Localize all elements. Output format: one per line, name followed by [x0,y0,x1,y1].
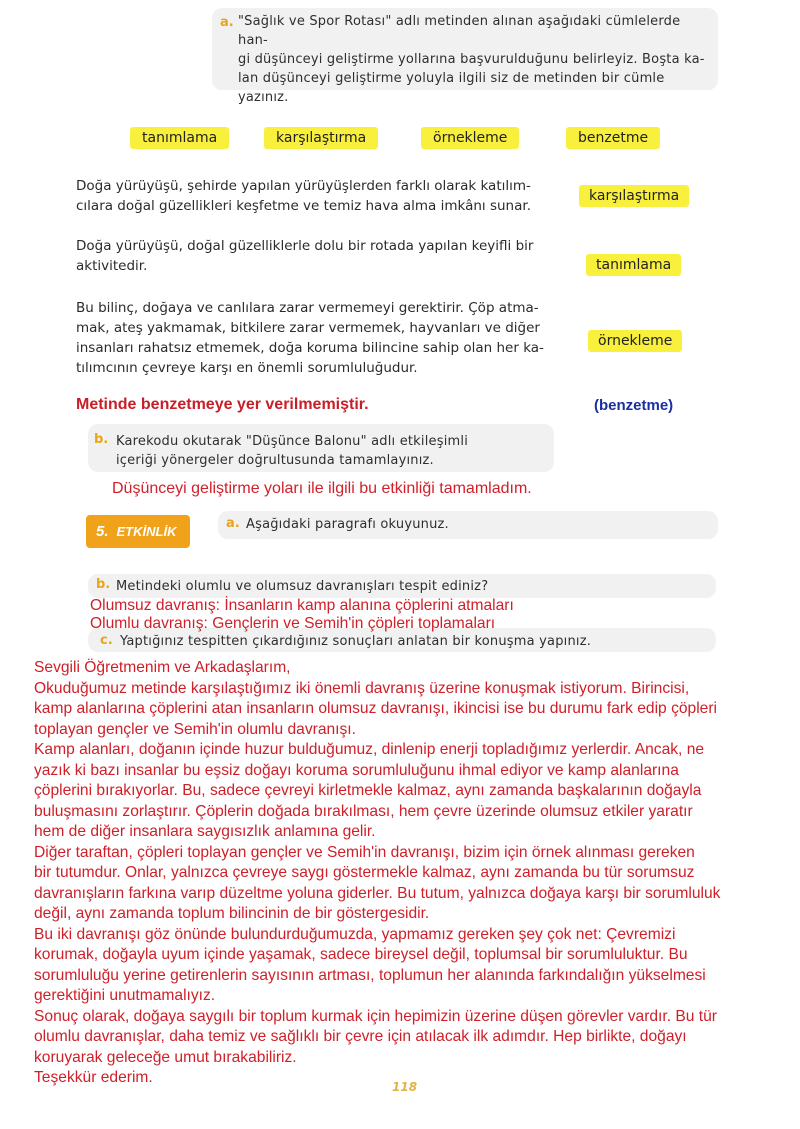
question-a-text [238,12,714,107]
sentence-1-answer: karşılaştırma [579,185,689,207]
etkinlik-qb-letter: b. [96,577,111,592]
answer-positive: Olumlu davranış: Gençlerin ve Semih'in çöpleri toplamaları [90,615,496,632]
speech-line: Teşekkür ederim. [34,1069,153,1086]
speech-line: Sevgili Öğretmenim ve Arkadaşlarım, [34,659,291,676]
option-benzetme: benzetme [566,127,660,149]
etkinlik-qa-text: Aşağıdaki paragrafı okuyunuz. [246,517,449,532]
question-b-letter: b. [94,432,109,447]
sentence-line: Bu bilinç, doğaya ve canlılara zarar vermemeyi gerektirir. Çöp atma- [76,300,539,316]
speech-line: Kamp alanları, doğanın içinde huzur bulduğumuz, dinlenip enerji topladığımız yerlerdir. Ancak, ne [34,741,705,758]
benzetme-label: (benzetme) [594,397,674,414]
sentence-line: tılımcının çevreye karşı en önemli sorumluluğudur. [76,360,418,376]
speech-line: Okuduğumuz metinde karşılaştığımız iki önemli davranış üzerine konuşmak istiyorum. Birincisi, [34,679,690,697]
option-ornekleme: örnekleme [421,127,519,149]
speech-line: korumak, doğayla uyum içinde yaşamak, sadece bireysel değil, toplumsal bir sorumluluktur. Bu [34,946,688,963]
question-a-line: lan düşünceyi geliştirme yoluyla ilgili siz de metinden bir cümle yazınız. [238,71,665,105]
etkinlik-qa-letter: a. [226,516,240,531]
question-b-line: Karekodu okutarak "Düşünce Balonu" adlı etkileşimli [116,434,469,449]
etkinlik-qb-text: Metindeki olumlu ve olumsuz davranışları tespit ediniz? [116,579,489,594]
etkinlik-qc-text: Yaptığınız tespitten çıkardığınız sonuçları anlatan bir konuşma yapınız. [120,634,592,649]
sentence-3 [76,298,566,378]
etkinlik-number: 5. [96,523,109,540]
speech-line: değil, aynı zamanda toplum bilincinin de bir göstergesidir. [34,905,430,922]
speech-line: çöplerini bırakıyorlar. Bu, sadece çevreyi kirletmekle kalmaz, aynı zamanda başkalarının doğayla [34,782,702,799]
sentence-3-answer: örnekleme [588,330,682,352]
speech-line: Diğer taraftan, çöpleri toplayan gençler ve Semih'in davranışı, bizim için örnek alınması gereken [34,843,695,861]
answer-negative: Olumsuz davranış: İnsanların kamp alanına çöplerini atmaları [90,597,514,614]
option-tanimlama: tanımlama [130,127,229,149]
speech-line: Sonuç olarak, doğaya saygılı bir toplum kurmak için hepimizin üzerine düşen görevler vardır. Bu tür [34,1007,717,1025]
speech-line: davranışların farkına varıp düzeltme yoluna giderler. Bu tutum, yalnızca doğaya karşı bir sorumluluk [34,884,721,902]
sentence-2-answer: tanımlama [586,254,681,276]
speech-line: buluşmasını zorlaştırır. Çöplerin doğada bırakılması, hem çevre üzerinde olumsuz etkiler yaratır [34,802,693,820]
question-b-text [116,432,546,470]
speech-line: bir tutumdur. Onlar, yalnızca çevreye saygı göstermekle kalmaz, aynı zamanda bu tür sorumsuz [34,864,695,881]
option-karsilastirma: karşılaştırma [264,127,378,149]
speech-line: gerektiğini unutmamalıyız. [34,987,216,1004]
sentence-line: aktivitedir. [76,258,148,274]
speech-line: sorumluluğu yerine getirenlerin sayısının artması, toplumun her alanında farkındalığın yükselmesi [34,966,706,984]
benzetme-note: Metinde benzetmeye yer verilmemiştir. [76,396,369,413]
speech-line: koruyarak geleceğe umut bırakabiliriz. [34,1048,297,1066]
sentence-line: Doğa yürüyüşü, şehirde yapılan yürüyüşlerden farklı olarak katılım- [76,178,531,194]
speech-line: hem de diğer insanlara saygısızlık anlamına gelir. [34,823,376,840]
sentence-line: Doğa yürüyüşü, doğal güzelliklerle dolu bir rotada yapılan keyifli bir [76,238,534,254]
sentence-line: mak, ateş yakmamak, bitkilere zarar vermemek, hayvanları ve diğer [76,320,540,336]
question-a-line: gi düşünceyi geliştirme yollarına başvurulduğunu belirleyiz. Boşta ka- [238,52,705,67]
etkinlik-badge [86,515,190,548]
speech-text [34,658,796,1089]
question-a-line: "Sağlık ve Spor Rotası" adlı metinden alınan aşağıdaki cümlelerde han- [238,14,681,48]
question-a-letter: a. [220,15,234,30]
question-b-line: içeriği yönergeler doğrultusunda tamamlayınız. [116,453,434,468]
speech-line: kamp alanlarına çöplerini atan insanların olumsuz davranışı, ikincisi ise bu durumu fark edip çöpleri [34,700,718,717]
question-b-answer: Düşünceyi geliştirme yoları ile ilgili bu etkinliği tamamladım. [112,480,532,497]
speech-line: toplayan gençler ve Semih'in olumlu davranışı. [34,720,356,738]
sentence-1 [76,176,566,216]
speech-line: yazık ki bazı insanlar bu eşsiz doğayı koruma sorumluluğunu ihmal ediyor ve kamp alanlarına [34,761,679,779]
page-number: 118 [392,1080,418,1094]
sentence-2 [76,236,566,276]
sentence-line: cılara doğal güzellikleri keşfetme ve temiz hava alma imkânı sunar. [76,198,531,214]
speech-line: Bu iki davranışı göz önünde bulundurduğumuzda, yapmamız gereken şey çok net: Çevremizi [34,925,676,943]
sentence-line: insanları rahatsız etmemek, doğa koruma bilincine sahip olan her ka- [76,340,544,356]
etkinlik-label: ETKİNLİK [116,524,177,539]
speech-line: olumlu davranışlar, daha temiz ve sağlıklı bir çevre için atılacak ilk adımdır. Hep birlikte, doğayı [34,1028,687,1045]
etkinlik-qc-letter: c. [100,633,113,648]
